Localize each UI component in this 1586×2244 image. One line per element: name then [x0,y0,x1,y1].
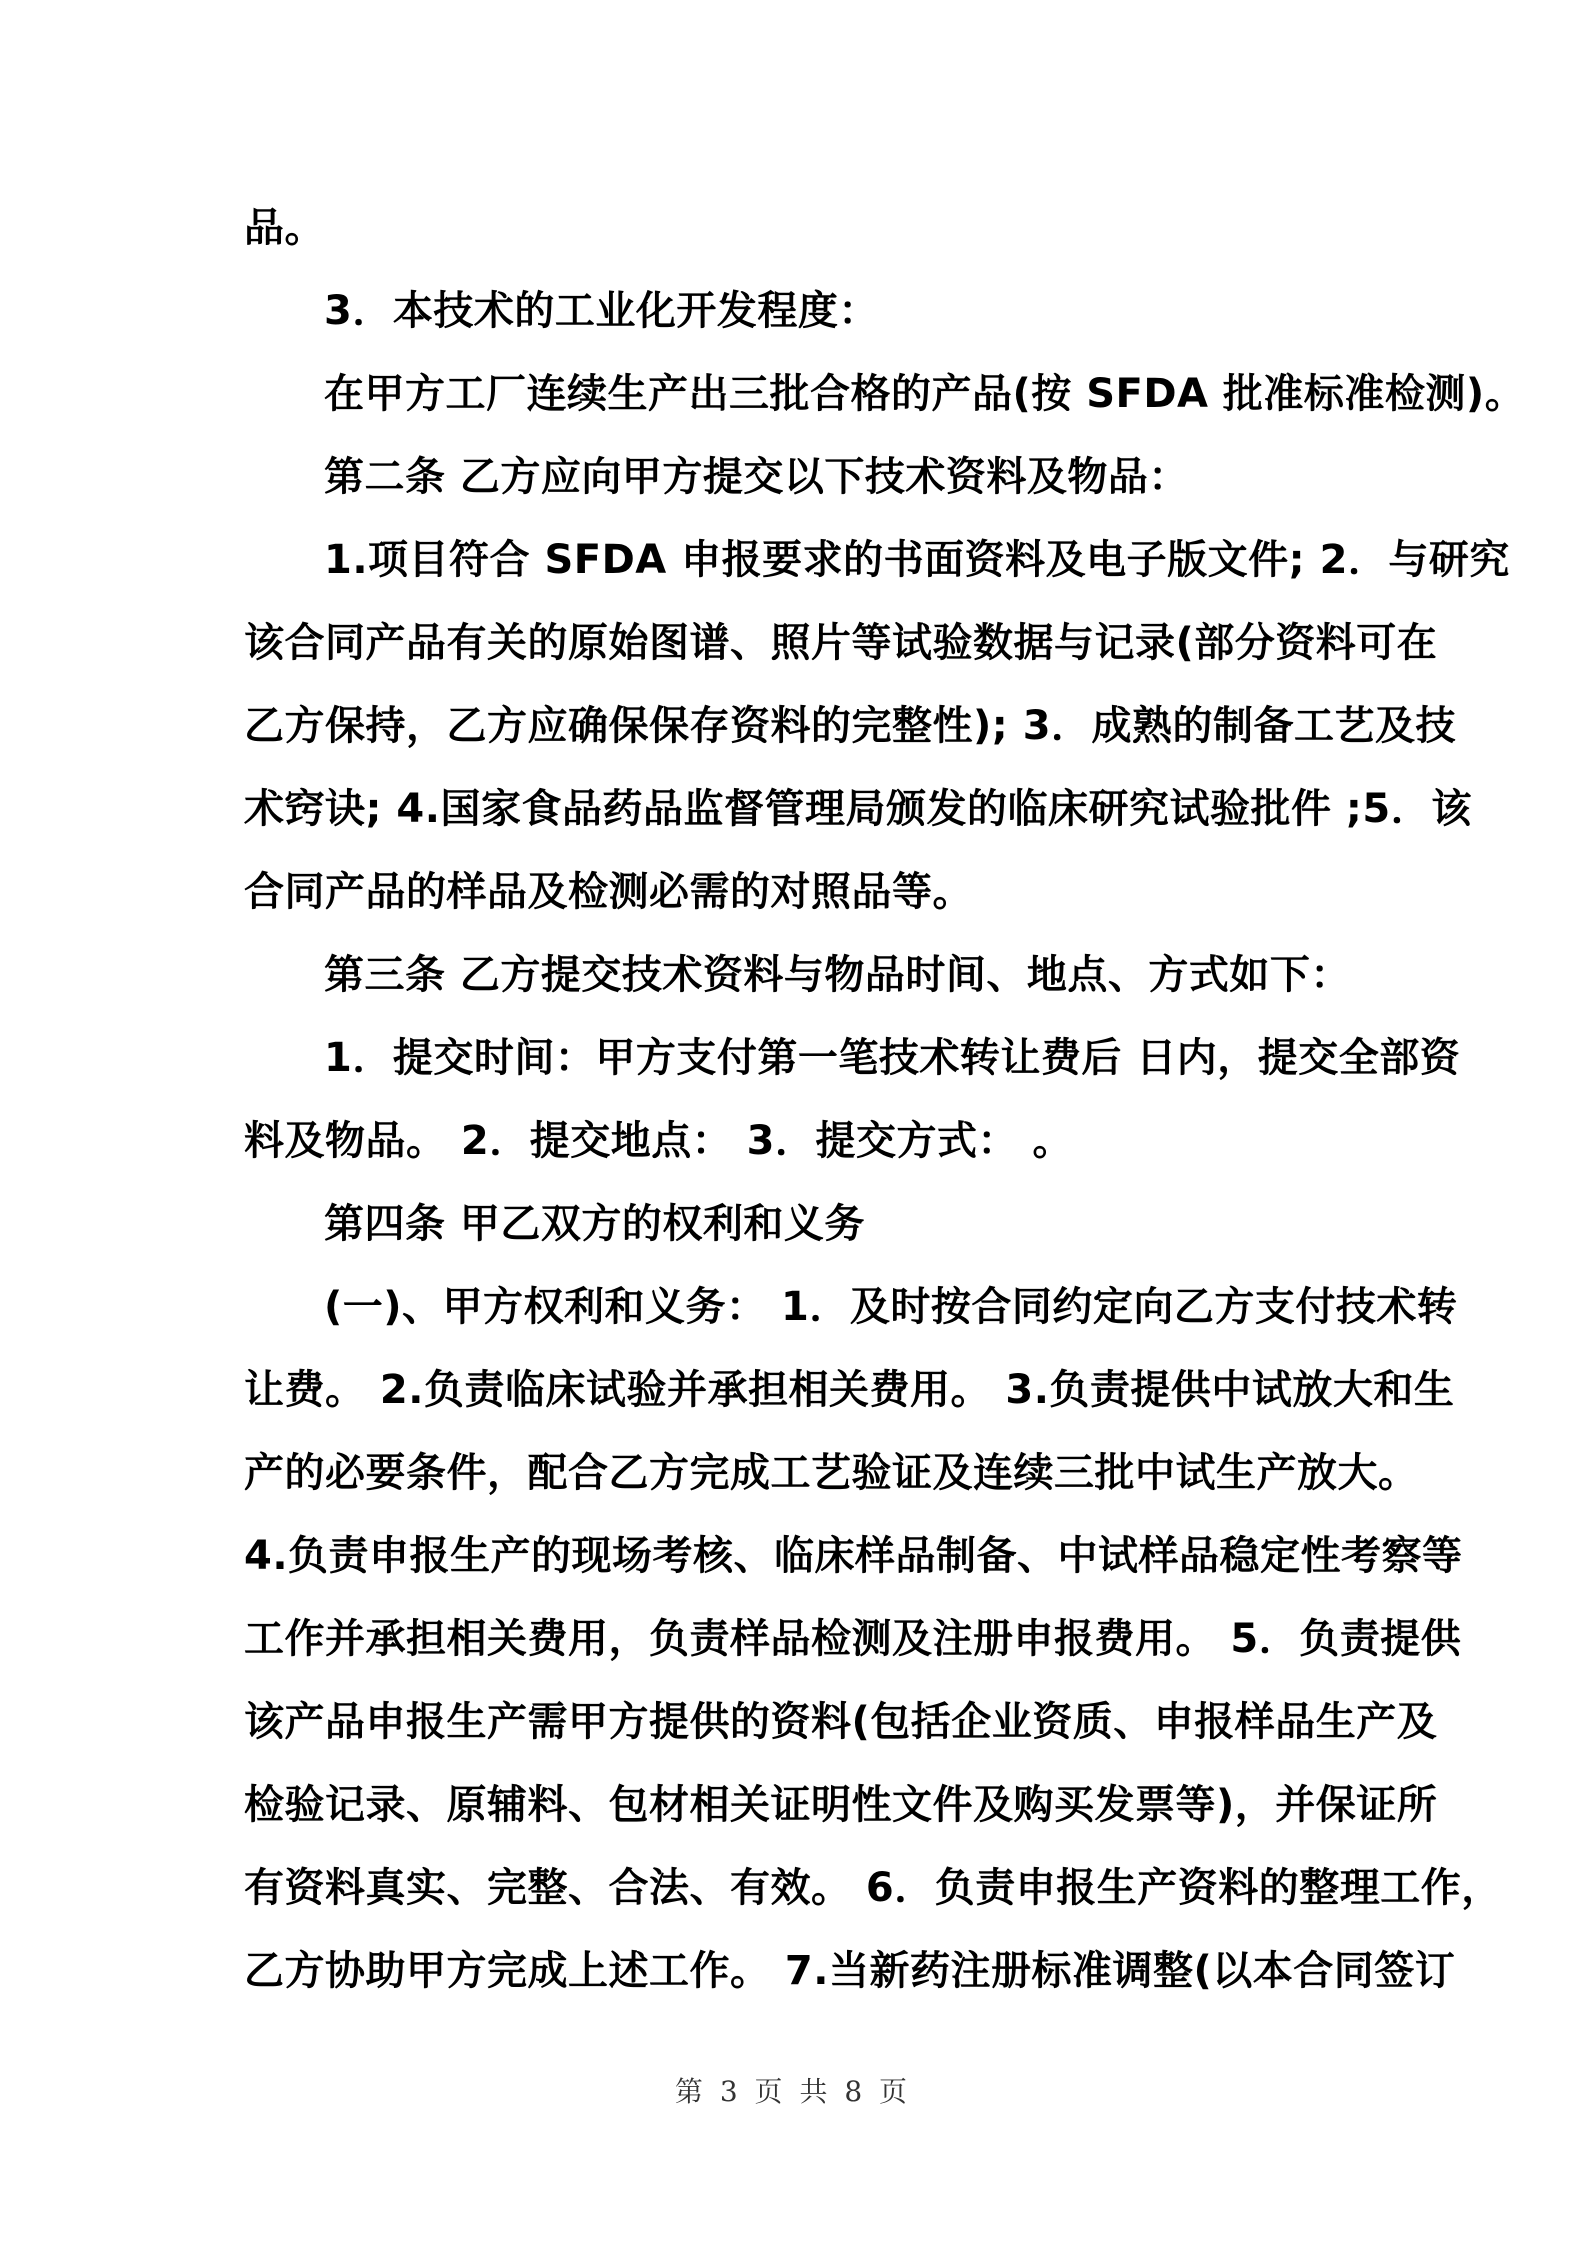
contract-line-4: 第二条 乙方应向甲方提交以下技术资料及物品： [324,454,1189,500]
contract-line-10: 第三条 乙方提交技术资料与物品时间、地点、方式如下： [324,952,1351,998]
contract-line-1: 品。 [244,205,325,251]
contract-line-21: 有资料真实、完整、合法、有效。 6．负责申报生产资料的整理工作， [244,1865,1502,1911]
contract-line-11: 1．提交时间：甲方支付第一笔技术转让费后 日内，提交全部资 [324,1035,1461,1081]
contract-line-17: 4.负责申报生产的现场考核、临床样品制备、中试样品稳定性考察等 [244,1533,1463,1579]
contract-text-block [244,187,1526,2013]
contract-line-7: 乙方保持，乙方应确保保存资料的完整性); 3．成熟的制备工艺及技 [244,703,1457,749]
contract-line-20: 检验记录、原辅料、包材相关证明性文件及购买发票等)，并保证所 [244,1782,1438,1828]
contract-line-14: (一)、甲方权利和义务： 1．及时按合同约定向乙方支付技术转 [324,1284,1458,1330]
contract-line-5: 1.项目符合 SFDA 申报要求的书面资料及电子版文件; 2．与研究 [324,537,1510,583]
contract-line-12: 料及物品。 2．提交地点： 3．提交方式： 。 [244,1118,1073,1164]
contract-line-22: 乙方协助甲方完成上述工作。 7.当新药注册标准调整(以本合同签订 [244,1948,1456,1994]
contract-line-6: 该合同产品有关的原始图谱、照片等试验数据与记录(部分资料可在 [244,620,1438,666]
contract-line-16: 产的必要条件，配合乙方完成工艺验证及连续三批中试生产放大。 [244,1450,1419,1496]
contract-line-18: 工作并承担相关费用，负责样品检测及注册申报费用。 5．负责提供 [244,1616,1462,1662]
contract-line-3: 在甲方工厂连续生产出三批合格的产品(按 SFDA 批准标准检测)。 [324,371,1526,417]
contract-line-8: 术窍诀; 4.国家食品药品监督管理局颁发的临床研究试验批件 ;5．该 [244,786,1472,832]
contract-line-19: 该产品申报生产需甲方提供的资料(包括企业资质、申报样品生产及 [244,1699,1438,1745]
contract-line-13: 第四条 甲乙双方的权利和义务 [324,1201,865,1247]
page-footer: 第 3 页 共 8 页 [674,2075,912,2108]
contract-line-2: 3．本技术的工业化开发程度： [324,288,879,334]
contract-line-15: 让费。 2.负责临床试验并承担相关费用。 3.负责提供中试放大和生 [244,1367,1455,1413]
contract-line-9: 合同产品的样品及检测必需的对照品等。 [244,869,973,915]
